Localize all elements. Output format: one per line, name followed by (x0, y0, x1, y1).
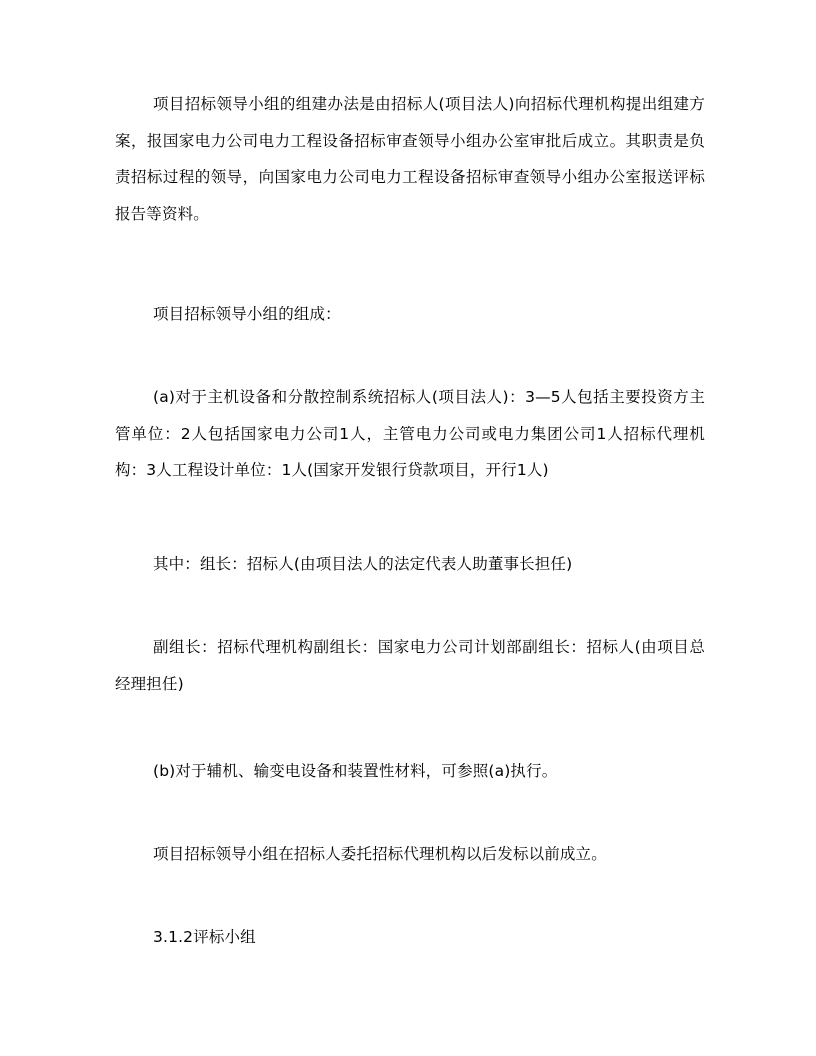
paragraph-main-equipment-members: (a)对于主机设备和分散控制系统招标人(项目法人)：3—5人包括主要投资方主管单位：2人包括国家电力公司1人，主管电力公司或电力集团公司1人招标代理机构：3人工程设计单位：1人(国家开发银行贷款项目，开行1人) (115, 388, 705, 479)
paragraph-auxiliary-equipment: (b)对于辅机、输变电设备和装置性材料，可参照(a)执行。 (153, 762, 558, 780)
paragraph-deputy-leaders: 副组长：招标代理机构副组长：国家电力公司计划部副组长：招标人(由项目总经理担任) (115, 638, 705, 693)
paragraph-group-leader: 其中：组长：招标人(由项目法人的法定代表人助董事长担任) (153, 555, 573, 573)
paragraph-establishment-timing: 项目招标领导小组在招标人委托招标代理机构以后发标以前成立。 (153, 845, 607, 863)
paragraph-leadership-group-method: 项目招标领导小组的组建办法是由招标人(项目法人)向招标代理机构提出组建方案，报国家电力公司电力工程设备招标审查领导小组办公室审批后成立。其职责是负责招标过程的领导，向国家电力公司电力工程设备招标审查领导小组办公室报送评标报告等资料。 (115, 95, 705, 223)
section-heading-evaluation-group: 3.1.2评标小组 (153, 928, 256, 946)
paragraph-leadership-group-composition-heading: 项目招标领导小组的组成： (153, 305, 341, 323)
